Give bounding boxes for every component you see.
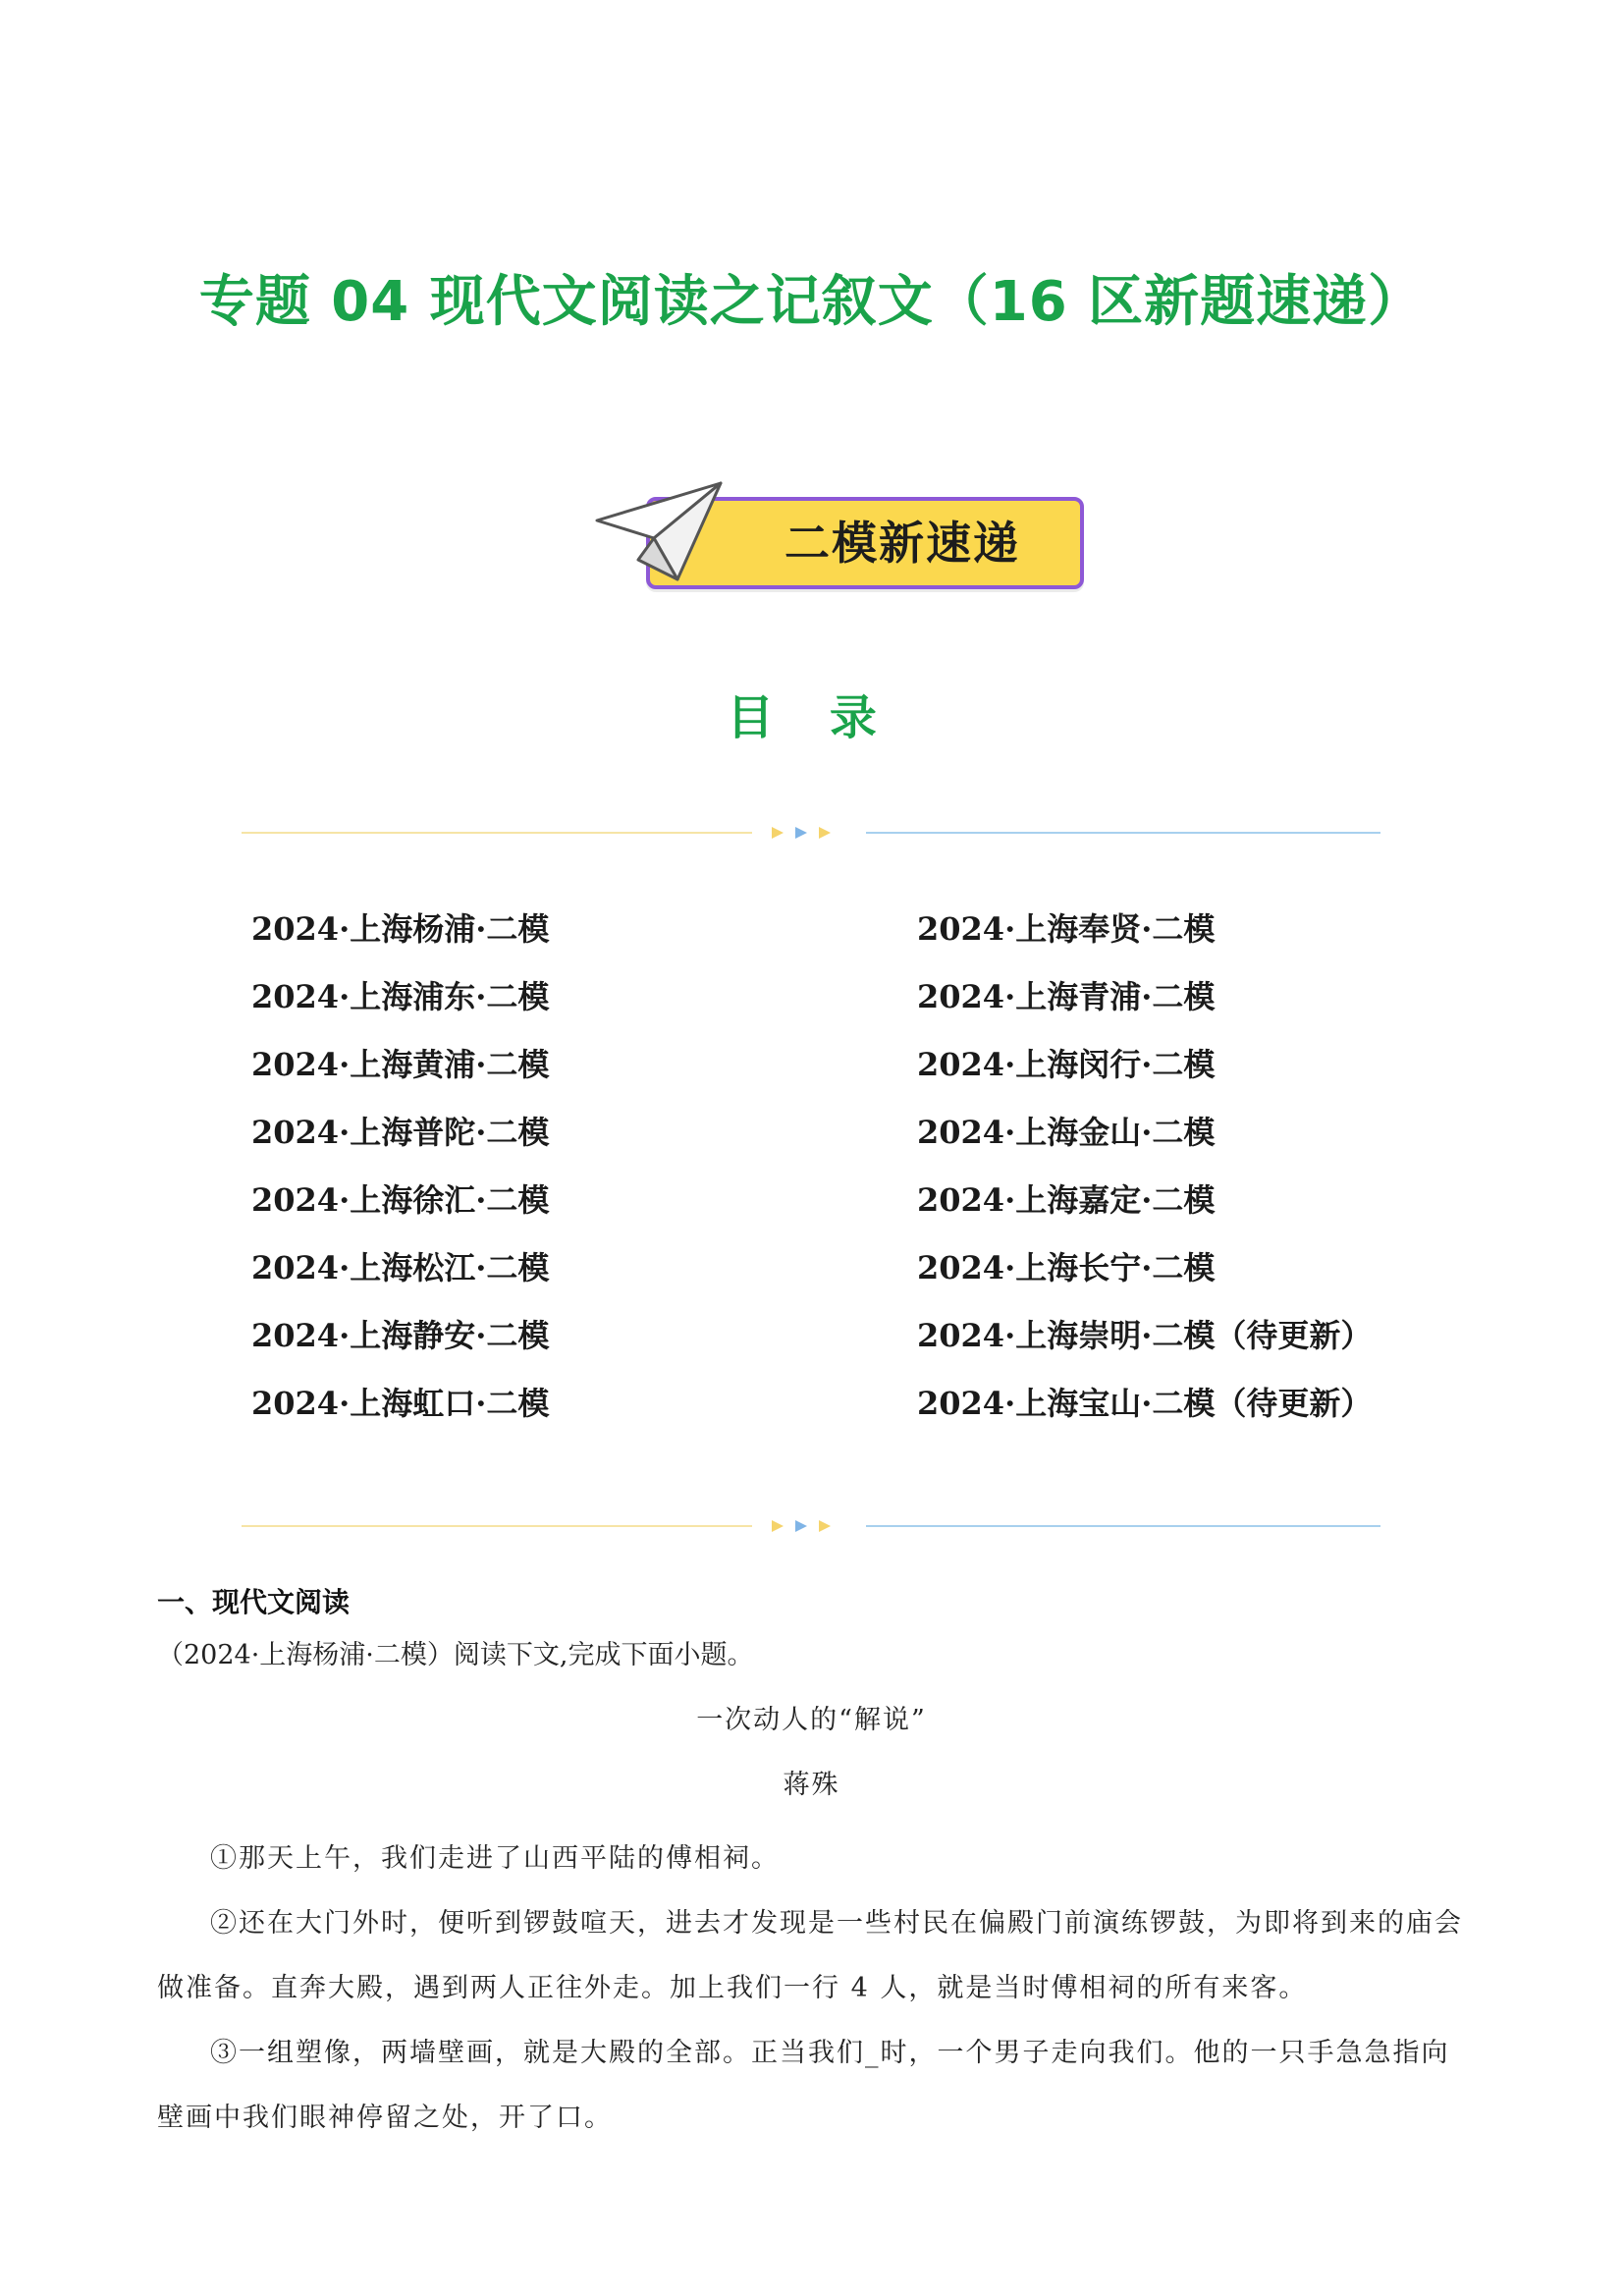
- toc-item[interactable]: 2024·上海松江·二模: [251, 1249, 550, 1286]
- divider-line-right: [866, 1525, 1380, 1527]
- triple-arrow-icon: [766, 824, 854, 842]
- paragraph: ①那天上午，我们走进了山西平陆的傅相祠。: [210, 1843, 780, 1874]
- story-body: [157, 1827, 1473, 2151]
- toc-column-left: [251, 900, 840, 1442]
- banner-label: 二模新速递: [784, 517, 1020, 570]
- divider-line-right: [866, 832, 1380, 834]
- toc-item[interactable]: 2024·上海黄浦·二模: [251, 1046, 550, 1083]
- toc-item[interactable]: 2024·上海宝山·二模（待更新）: [917, 1385, 1373, 1422]
- toc-heading: 目 录: [727, 690, 896, 745]
- paper-plane-icon: [593, 477, 730, 585]
- paragraph: ③一组塑像，两墙壁画，就是大殿的全部。正当我们_时，一个男子走向我们。他的一只手急急指向壁画中我们眼神停留之处，开了口。: [157, 2038, 1450, 2133]
- document-title: 专题 04 现代文阅读之记叙文（16 区新题速递）: [198, 270, 1425, 334]
- toc-item[interactable]: 2024·上海青浦·二模: [917, 978, 1216, 1015]
- divider-line-left: [242, 832, 752, 834]
- toc-item[interactable]: 2024·上海金山·二模: [917, 1114, 1216, 1151]
- toc-item[interactable]: 2024·上海杨浦·二模: [251, 910, 550, 948]
- toc-item[interactable]: 2024·上海嘉定·二模: [917, 1181, 1216, 1219]
- section-heading: 一、现代文阅读: [157, 1586, 351, 1618]
- divider-top: [242, 821, 1380, 845]
- divider-bottom: [242, 1514, 1380, 1538]
- toc-item[interactable]: 2024·上海奉贤·二模: [917, 910, 1216, 948]
- triple-arrow-icon: [766, 1517, 854, 1535]
- toc-item[interactable]: 2024·上海闵行·二模: [917, 1046, 1216, 1083]
- toc-item[interactable]: 2024·上海长宁·二模: [917, 1249, 1216, 1286]
- paragraph: ②还在大门外时，便听到锣鼓喧天，进去才发现是一些村民在偏殿门前演练锣鼓，为即将到来的庙会做准备。直奔大殿，遇到两人正往外走。加上我们一行 4 人，就是当时傅相祠的所有来客。: [157, 1908, 1463, 2003]
- story-title: 一次动人的“解说”: [696, 1705, 927, 1735]
- toc-item[interactable]: 2024·上海崇明·二模（待更新）: [917, 1317, 1373, 1354]
- toc-item[interactable]: 2024·上海徐汇·二模: [251, 1181, 550, 1219]
- question-intro: （2024·上海杨浦·二模）阅读下文,完成下面小题。: [157, 1640, 754, 1670]
- toc-item[interactable]: 2024·上海虹口·二模: [251, 1385, 550, 1422]
- banner: [593, 477, 1094, 605]
- toc-item[interactable]: 2024·上海普陀·二模: [251, 1114, 550, 1151]
- story-author: 蒋殊: [783, 1770, 840, 1800]
- toc-item[interactable]: 2024·上海静安·二模: [251, 1317, 550, 1354]
- toc-column-right: [917, 900, 1506, 1442]
- toc-item[interactable]: 2024·上海浦东·二模: [251, 978, 550, 1015]
- divider-line-left: [242, 1525, 752, 1527]
